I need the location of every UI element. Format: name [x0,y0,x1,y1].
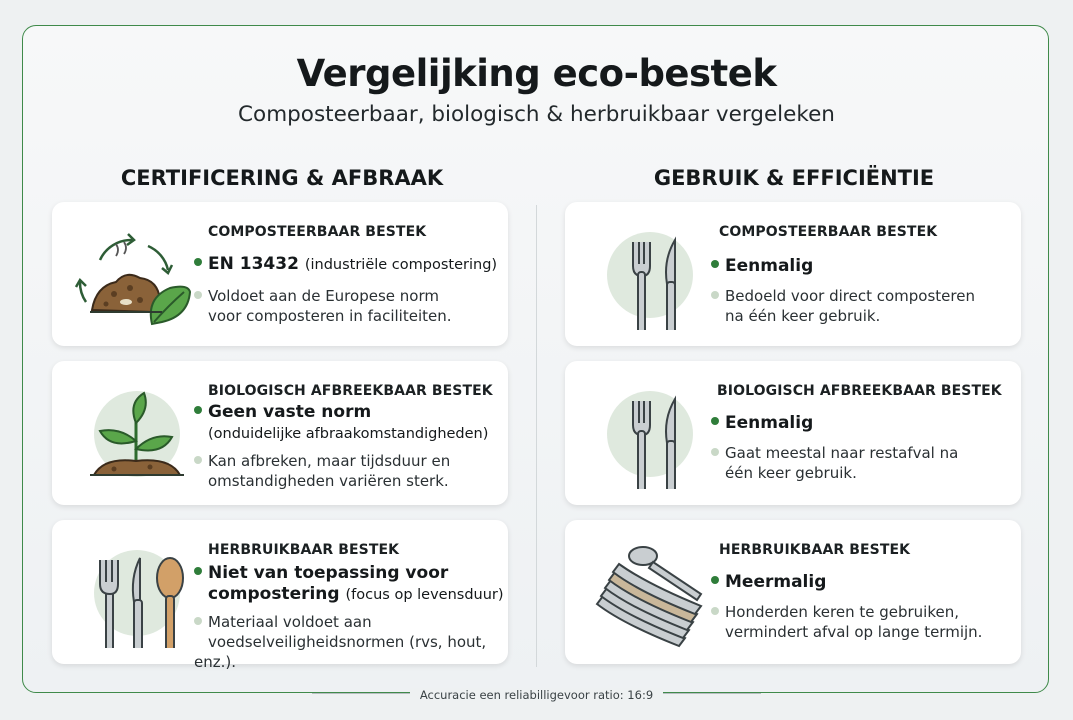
bullet-dot [194,567,202,575]
right-column-heading: GEBRUIK & EFFICIËNTIE [653,166,935,190]
desc-line: Bedoeld voor direct composteren [725,287,975,305]
main-bold: Meermalig [725,572,827,592]
card-title: BIOLOGISCH AFBREEKBAAR BESTEK [717,383,1002,399]
bullet-dot [194,406,202,414]
bullet-dot [194,258,202,266]
desc-line: Voldoet aan de Europese norm [208,287,439,305]
card-title: BIOLOGISCH AFBREEKBAAR BESTEK [208,383,493,399]
bullet-dot [711,576,719,584]
main-bold: compostering [208,584,340,604]
card-description [194,286,504,326]
main-note: (industriële compostering) [304,257,498,273]
fork-knife-icon [583,379,707,489]
fork-knife-icon [583,220,707,330]
card-biologisch-gebruik [565,361,1021,505]
page-subtitle: Composteerbaar, biologisch & herbruikbaar vergeleken [238,102,835,127]
bullet-dot [711,607,719,615]
card-description [711,443,1021,483]
main-bold: Niet van toepassing voor [208,563,449,583]
card-title: HERBRUIKBAAR BESTEK [719,542,911,558]
desc-line: omstandigheden variëren sterk. [208,472,449,490]
bullet-dot [711,291,719,299]
bullet-dot [194,291,202,299]
main-bold: Eenmalig [725,256,814,276]
bullet-dot [711,260,719,268]
desc-line: Materiaal voldoet aan [208,613,372,631]
fork-knife-spoon-icon [70,538,194,648]
main-note: (onduidelijke afbraakomstandigheden) [208,426,489,442]
main-bold: EN 13432 [208,254,299,274]
card-title: HERBRUIKBAAR BESTEK [208,542,400,558]
cutlery-stack-icon [583,538,707,648]
card-title: COMPOSTEERBAAR BESTEK [208,224,427,240]
card-composteerbaar-certificering [52,202,508,346]
bullet-dot [711,448,719,456]
sprout-icon [70,379,194,489]
desc-line: voedselveiligheidsnormen (rvs, hout, enz.). [194,633,487,671]
column-divider [536,205,537,667]
desc-line: één keer gebruik. [725,464,857,482]
desc-line: Honderden keren te gebruiken, [725,603,960,621]
card-title: COMPOSTEERBAAR BESTEK [719,224,938,240]
footer [0,684,1073,703]
bullet-dot [194,456,202,464]
bullet-dot [711,417,719,425]
card-main-value [194,254,504,276]
left-column-heading: CERTIFICERING & AFBRAAK [120,166,444,190]
desc-line: na één keer gebruik. [725,307,881,325]
card-main-value [194,402,504,445]
card-description [711,602,1021,642]
main-bold: Eenmalig [725,413,814,433]
card-composteerbaar-gebruik [565,202,1021,346]
desc-line: voor composteren in faciliteiten. [208,307,452,325]
card-main-value [194,563,504,606]
card-biologisch-certificering [52,361,508,505]
card-herbruikbaar-gebruik [565,520,1021,664]
compost-leaf-icon [70,220,194,330]
card-main-value [711,256,1021,277]
main-bold: Geen vaste norm [208,402,372,422]
card-description [194,451,504,491]
card-main-value [711,572,1021,593]
card-main-value [711,413,1021,434]
main-note: (focus op levensduur) [345,587,504,603]
bullet-dot [194,617,202,625]
page-title: Vergelijking eco-bestek [296,52,777,95]
card-herbruikbaar-certificering [52,520,508,671]
footer-text: Accuracie een reliabilligevoor ratio: 16:9 [410,688,663,702]
desc-line: vermindert afval op lange termijn. [725,623,983,641]
desc-line: Kan afbreken, maar tijdsduur en [208,452,451,470]
card-description [194,612,504,672]
card-description [711,286,1021,326]
desc-line: Gaat meestal naar restafval na [725,444,959,462]
